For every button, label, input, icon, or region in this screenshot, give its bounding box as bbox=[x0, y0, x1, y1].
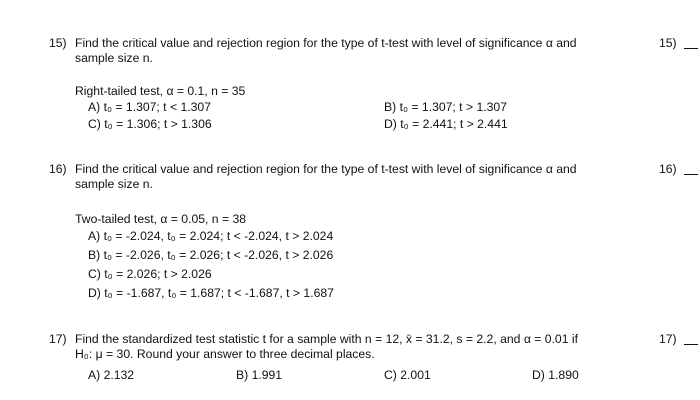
question-condition: Two-tailed test, α = 0.05, n = 38 bbox=[75, 212, 246, 226]
choice-a[interactable] bbox=[88, 229, 333, 244]
choice-label: C) bbox=[384, 368, 397, 382]
choice-label: C) bbox=[88, 267, 101, 281]
choice-a[interactable] bbox=[88, 368, 134, 383]
choice-label: D) bbox=[532, 368, 545, 382]
choice-label: A) bbox=[88, 229, 101, 243]
answer-blank[interactable] bbox=[684, 48, 698, 49]
choice-text: t₀ = -2.026, t₀ = 2.026; t < -2.026, t > 2.026 bbox=[103, 248, 334, 262]
choice-label: A) bbox=[88, 368, 101, 382]
choice-text: 1.890 bbox=[548, 368, 579, 382]
choice-b[interactable] bbox=[88, 248, 333, 263]
choice-label: C) bbox=[88, 117, 101, 131]
choice-text: t₀ = -2.024, t₀ = 2.024; t < -2.024, t > 2.024 bbox=[103, 229, 334, 243]
choice-a[interactable] bbox=[88, 100, 211, 115]
choice-b[interactable] bbox=[384, 100, 507, 115]
choice-text: 2.132 bbox=[103, 368, 135, 382]
side-number: 15) bbox=[659, 36, 677, 50]
choice-c[interactable] bbox=[88, 267, 212, 282]
side-number: 17) bbox=[659, 332, 677, 346]
choice-label: D) bbox=[88, 286, 101, 300]
choice-text: 1.991 bbox=[251, 368, 283, 382]
question-stem-line2: sample size n. bbox=[75, 177, 153, 191]
choice-label: A) bbox=[88, 100, 101, 114]
question-number: 17) bbox=[49, 332, 67, 346]
question-stem-line2: H₀: μ = 30. Round your answer to three decimal places. bbox=[75, 347, 375, 361]
choice-b[interactable] bbox=[236, 368, 282, 383]
choice-label: B) bbox=[384, 100, 397, 114]
choice-label: D) bbox=[384, 117, 397, 131]
side-number: 16) bbox=[659, 162, 677, 176]
answer-blank[interactable] bbox=[684, 174, 698, 175]
choice-text: 2.001 bbox=[400, 368, 431, 382]
choice-d[interactable] bbox=[88, 286, 334, 301]
choice-d[interactable] bbox=[532, 368, 579, 383]
question-stem-line1: Find the critical value and rejection region for the type of t-test with level of significance α and bbox=[75, 162, 577, 176]
choice-text: t₀ = -1.687, t₀ = 1.687; t < -1.687, t > 1.687 bbox=[104, 286, 334, 300]
choice-c[interactable] bbox=[88, 117, 212, 132]
choice-label: B) bbox=[236, 368, 249, 382]
question-stem-line2: sample size n. bbox=[75, 51, 153, 65]
answer-blank[interactable] bbox=[684, 344, 698, 345]
choice-d[interactable] bbox=[384, 117, 508, 132]
question-stem-line1: Find the standardized test statistic t for a sample with n = 12, x̄ = 31.2, s = 2.2, and α = 0.01 if bbox=[75, 332, 578, 346]
choice-c[interactable] bbox=[384, 368, 431, 383]
choice-text: t₀ = 1.306; t > 1.306 bbox=[104, 117, 212, 131]
choice-label: B) bbox=[88, 248, 101, 262]
question-stem-line1: Find the critical value and rejection region for the type of t-test with level of significance α and bbox=[75, 36, 577, 50]
question-number: 16) bbox=[49, 162, 67, 176]
question-number: 15) bbox=[49, 36, 67, 50]
choice-text: t₀ = 2.026; t > 2.026 bbox=[104, 267, 212, 281]
choice-text: t₀ = 2.441; t > 2.441 bbox=[400, 117, 508, 131]
choice-text: t₀ = 1.307; t > 1.307 bbox=[399, 100, 507, 114]
question-condition: Right-tailed test, α = 0.1, n = 35 bbox=[75, 84, 246, 98]
choice-text: t₀ = 1.307; t < 1.307 bbox=[103, 100, 211, 114]
